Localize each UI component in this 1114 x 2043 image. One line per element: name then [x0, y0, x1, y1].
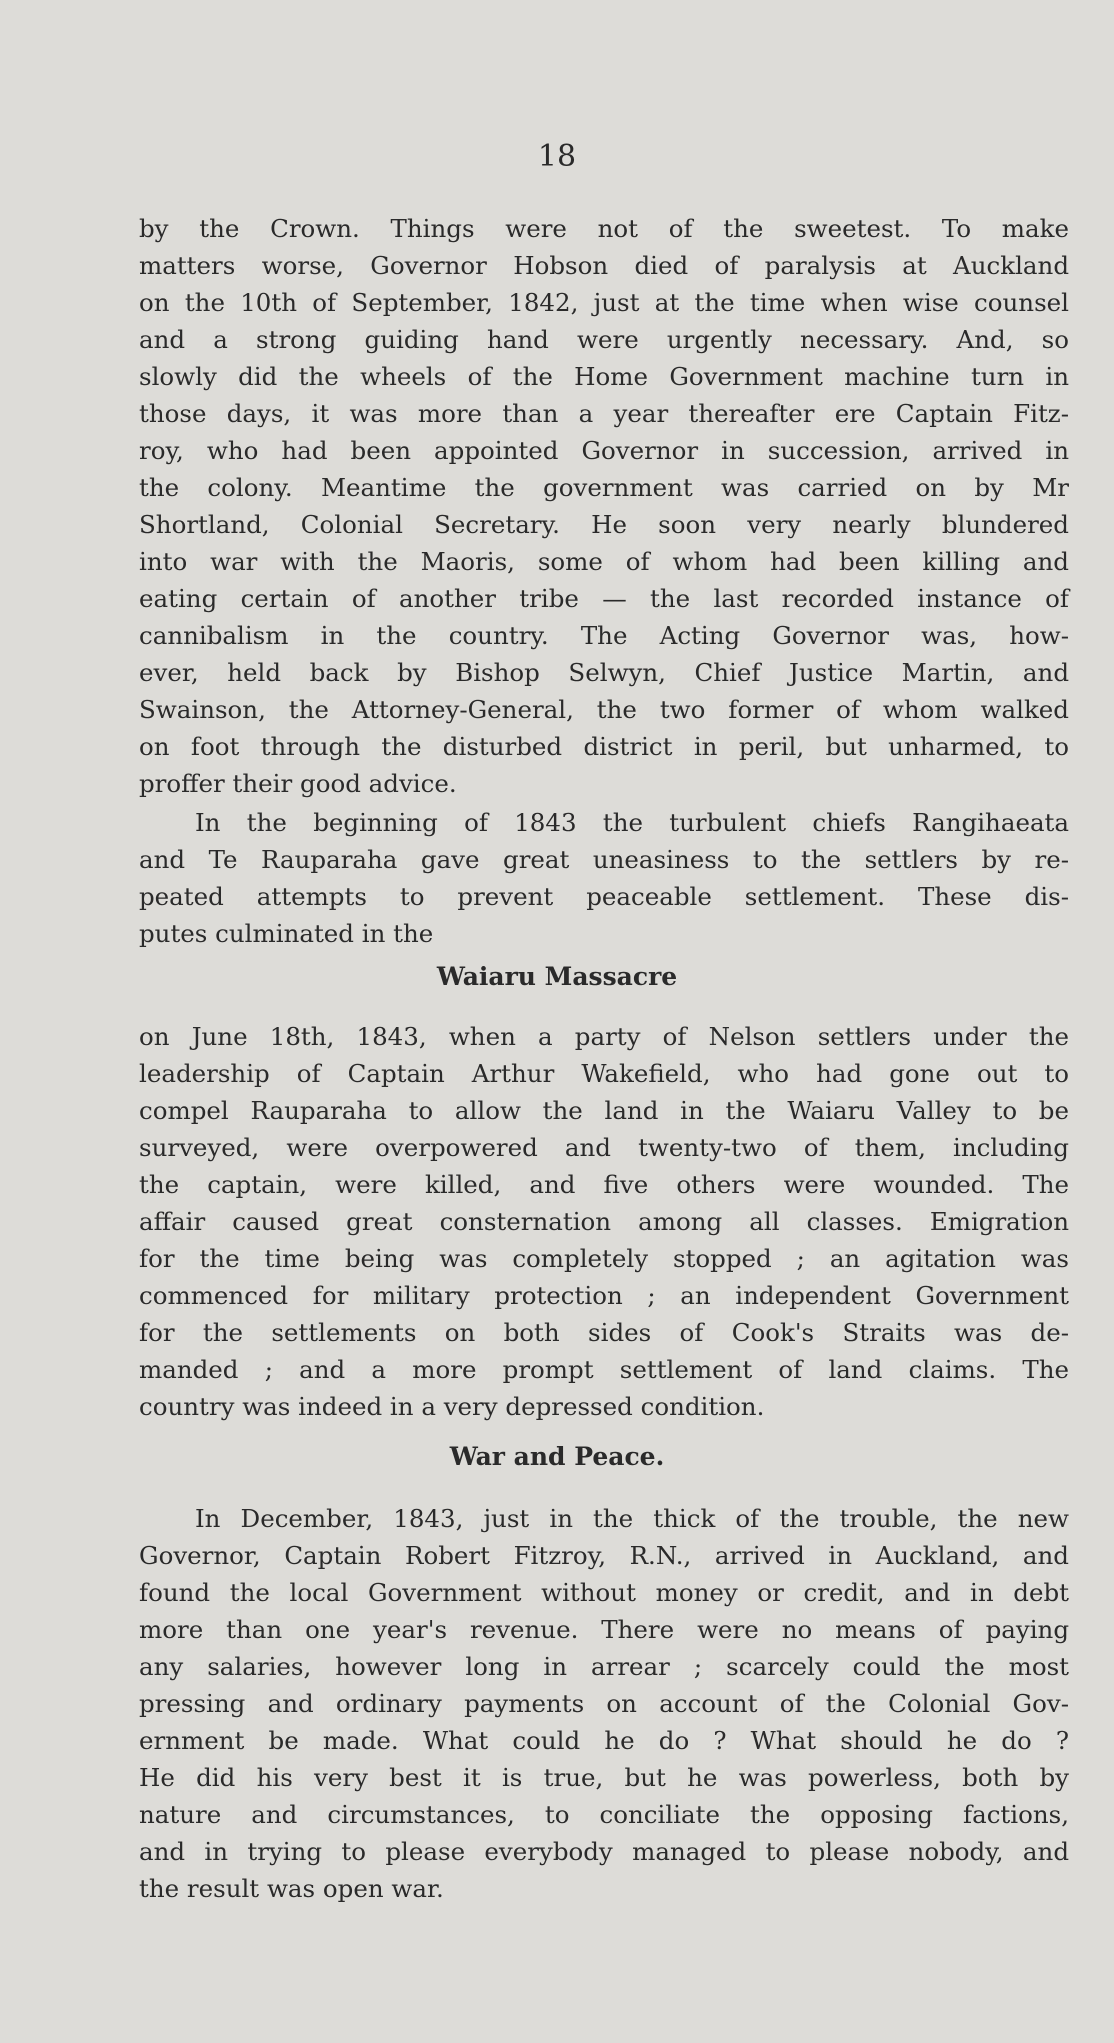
text-line: on June 18th, 1843, when a party of Nelson settlers under the [139, 1022, 1069, 1051]
text-line: any salaries, however long in arrear ; scarcely could the most [139, 1652, 1069, 1681]
paragraph-3 [139, 1018, 1069, 1425]
paragraph-2 [139, 804, 1069, 952]
text-line: nature and circumstances, to conciliate the opposing factions, [139, 1800, 1069, 1829]
text-line: In the beginning of 1843 the turbulent chiefs Rangihaeata [195, 808, 1069, 837]
text-line: Swainson, the Attorney-General, the two former of whom walked [139, 695, 1069, 724]
text-line: surveyed, were overpowered and twenty-two of them, including [139, 1133, 1069, 1162]
text-line: those days, it was more than a year thereafter ere Captain Fitz- [139, 399, 1069, 428]
text-line: Shortland, Colonial Secretary. He soon very nearly blundered [139, 510, 1069, 539]
text-line: Governor, Captain Robert Fitzroy, R.N., arrived in Auckland, and [139, 1541, 1069, 1570]
text-line: country was indeed in a very depressed condition. [139, 1392, 765, 1421]
text-line: peated attempts to prevent peaceable settlement. These dis- [139, 882, 1069, 911]
text-line: leadership of Captain Arthur Wakefield, who had gone out to [139, 1059, 1069, 1088]
page-number: 18 [537, 139, 577, 174]
text-line: ever, held back by Bishop Selwyn, Chief Justice Martin, and [139, 658, 1069, 687]
text-line: compel Rauparaha to allow the land in the Waiaru Valley to be [139, 1096, 1069, 1125]
text-line: the captain, were killed, and five others were wounded. The [139, 1170, 1069, 1199]
text-line: eating certain of another tribe — the last recorded instance of [139, 584, 1069, 613]
text-line: ernment be made. What could he do ? What should he do ? [139, 1726, 1069, 1755]
text-line: commenced for military protection ; an independent Government [139, 1281, 1069, 1310]
text-line: more than one year's revenue. There were no means of paying [139, 1615, 1069, 1644]
section-heading-waiaru-massacre: Waiaru Massacre [436, 962, 678, 991]
text-line: matters worse, Governor Hobson died of paralysis at Auckland [139, 251, 1069, 280]
text-line: cannibalism in the country. The Acting Governor was, how- [139, 621, 1069, 650]
text-line: He did his very best it is true, but he was powerless, both by [139, 1763, 1069, 1792]
text-line: putes culminated in the [139, 919, 434, 948]
section-heading-war-and-peace: War and Peace. [449, 1442, 665, 1471]
text-line: slowly did the wheels of the Home Government machine turn in [139, 362, 1069, 391]
text-line: by the Crown. Things were not of the sweetest. To make [139, 214, 1069, 243]
text-line: proffer their good advice. [139, 769, 457, 798]
text-line: the colony. Meantime the government was carried on by Mr [139, 473, 1069, 502]
text-line: affair caused great consternation among all classes. Emigration [139, 1207, 1069, 1236]
text-line: for the time being was completely stopped ; an agitation was [139, 1244, 1069, 1273]
text-line: and in trying to please everybody managed to please nobody, and [139, 1837, 1069, 1866]
text-line: found the local Government without money or credit, and in debt [139, 1578, 1069, 1607]
text-line: and Te Rauparaha gave great uneasiness to the settlers by re- [139, 845, 1069, 874]
text-line: the result was open war. [139, 1874, 444, 1903]
paragraph-1 [139, 210, 1069, 802]
text-line: into war with the Maoris, some of whom had been killing and [139, 547, 1069, 576]
text-line: and a strong guiding hand were urgently necessary. And, so [139, 325, 1069, 354]
text-line: for the settlements on both sides of Cook's Straits was de- [139, 1318, 1069, 1347]
paragraph-4 [139, 1500, 1069, 1907]
text-line: roy, who had been appointed Governor in succession, arrived in [139, 436, 1069, 465]
text-line: manded ; and a more prompt settlement of land claims. The [139, 1355, 1069, 1384]
text-line: In December, 1843, just in the thick of the trouble, the new [195, 1504, 1069, 1533]
text-line: pressing and ordinary payments on account of the Colonial Gov- [139, 1689, 1069, 1718]
text-line: on foot through the disturbed district in peril, but unharmed, to [139, 732, 1069, 761]
text-line: on the 10th of September, 1842, just at the time when wise counsel [139, 288, 1069, 317]
